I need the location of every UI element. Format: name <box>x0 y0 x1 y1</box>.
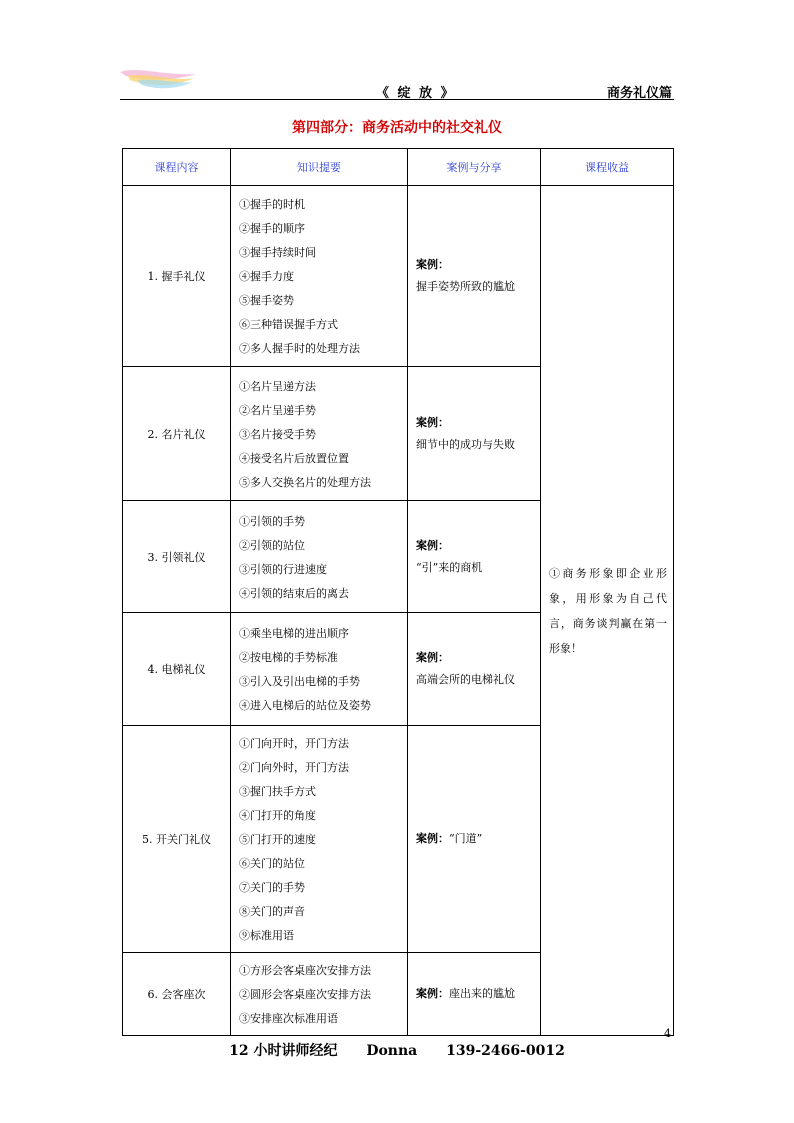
footer <box>0 1040 794 1060</box>
course-name: 3. 引领礼仪 <box>123 501 231 613</box>
list-item: ②门向外时，开门方法 <box>239 761 349 774</box>
footer-phone: 139-2466-0012 <box>446 1043 565 1059</box>
case-text: “门道” <box>449 832 483 845</box>
knowledge-points <box>231 726 408 953</box>
knowledge-points <box>231 613 408 726</box>
list-item: ④门打开的角度 <box>239 809 316 822</box>
column-header: 课程内容 <box>123 149 231 186</box>
page-number: 4 <box>664 1027 671 1040</box>
list-item: ⑤门打开的速度 <box>239 833 316 846</box>
list-item: ③引入及引出电梯的手势 <box>239 675 360 688</box>
column-header: 案例与分享 <box>408 149 541 186</box>
knowledge-points <box>231 186 408 367</box>
list-item: ①乘坐电梯的进出顺序 <box>239 627 349 640</box>
case-label: 案例： <box>416 538 449 552</box>
table-header-row <box>123 149 674 186</box>
list-item: ③握门扶手方式 <box>239 785 316 798</box>
brand-swoosh-logo <box>118 62 198 92</box>
course-name: 4. 电梯礼仪 <box>123 613 231 726</box>
case-text: 高端会所的电梯礼仪 <box>416 673 515 686</box>
course-name: 2. 名片礼仪 <box>123 367 231 501</box>
list-item: ②引领的站位 <box>239 538 305 552</box>
case-cell <box>408 186 541 367</box>
case-label: 案例： <box>416 832 449 845</box>
list-item: ④进入电梯后的站位及姿势 <box>239 699 371 712</box>
case-cell <box>408 613 541 726</box>
case-text: “引”来的商机 <box>416 560 483 574</box>
case-label: 案例： <box>416 987 449 1000</box>
list-item: ⑦多人握手时的处理方法 <box>239 342 360 355</box>
list-item: ⑤多人交换名片的处理方法 <box>239 475 371 489</box>
list-item: ①引领的手势 <box>239 514 305 528</box>
list-item: ⑨标准用语 <box>239 929 294 942</box>
list-item: ④握手力度 <box>239 270 294 283</box>
case-cell <box>408 367 541 501</box>
case-cell <box>408 953 541 1036</box>
list-item: ①门向开时，开门方法 <box>239 737 349 750</box>
header-divider <box>120 99 674 100</box>
column-header: 知识提要 <box>231 149 408 186</box>
course-name: 5. 开关门礼仪 <box>123 726 231 953</box>
footer-title: 12 小时讲师经纪 <box>229 1043 338 1059</box>
section-title: 第四部分：商务活动中的社交礼仪 <box>292 120 502 136</box>
header-section-name: 商务礼仪篇 <box>606 86 672 101</box>
course-benefit: ①商务形象即企业形象，用形象为自己代言，商务谈判赢在第一形象！ <box>541 186 674 1036</box>
header-title: 《 绽 放 》 <box>376 86 456 101</box>
list-item: ①握手的时机 <box>239 198 305 211</box>
list-item: ③名片接受手势 <box>239 427 316 441</box>
list-item: ③握手持续时间 <box>239 246 316 259</box>
list-item: ⑧关门的声音 <box>239 905 305 918</box>
case-cell <box>408 726 541 953</box>
list-item: ⑥关门的站位 <box>239 857 305 870</box>
knowledge-points <box>231 501 408 613</box>
knowledge-points <box>231 367 408 501</box>
list-item: ⑤握手姿势 <box>239 294 294 307</box>
list-item: ②按电梯的手势标准 <box>239 651 338 664</box>
list-item: ⑥三种错误握手方式 <box>239 318 338 331</box>
course-name: 6. 会客座次 <box>123 953 231 1036</box>
column-header: 课程收益 <box>541 149 674 186</box>
knowledge-points <box>231 953 408 1036</box>
list-item: ③引领的行进速度 <box>239 562 327 576</box>
case-label: 案例： <box>416 258 449 271</box>
case-text: 细节中的成功与失败 <box>416 437 515 451</box>
case-label: 案例： <box>416 651 449 664</box>
case-cell <box>408 501 541 613</box>
list-item: ①方形会客桌座次安排方法 <box>239 964 371 977</box>
course-name: 1. 握手礼仪 <box>123 186 231 367</box>
case-text: 握手姿势所致的尴尬 <box>416 280 515 293</box>
list-item: ③安排座次标准用语 <box>239 1012 338 1025</box>
list-item: ②圆形会客桌座次安排方法 <box>239 988 371 1001</box>
case-text: 座出来的尴尬 <box>449 987 515 1000</box>
list-item: ②名片呈递手势 <box>239 403 316 417</box>
case-label: 案例： <box>416 415 449 429</box>
list-item: ④引领的结束后的离去 <box>239 586 349 600</box>
list-item: ④接受名片后放置位置 <box>239 451 349 465</box>
list-item: ⑦关门的手势 <box>239 881 305 894</box>
list-item: ②握手的顺序 <box>239 222 305 235</box>
footer-contact-name: Donna <box>366 1043 418 1059</box>
course-table <box>122 148 674 1036</box>
table-row <box>123 186 674 367</box>
list-item: ①名片呈递方法 <box>239 379 316 393</box>
